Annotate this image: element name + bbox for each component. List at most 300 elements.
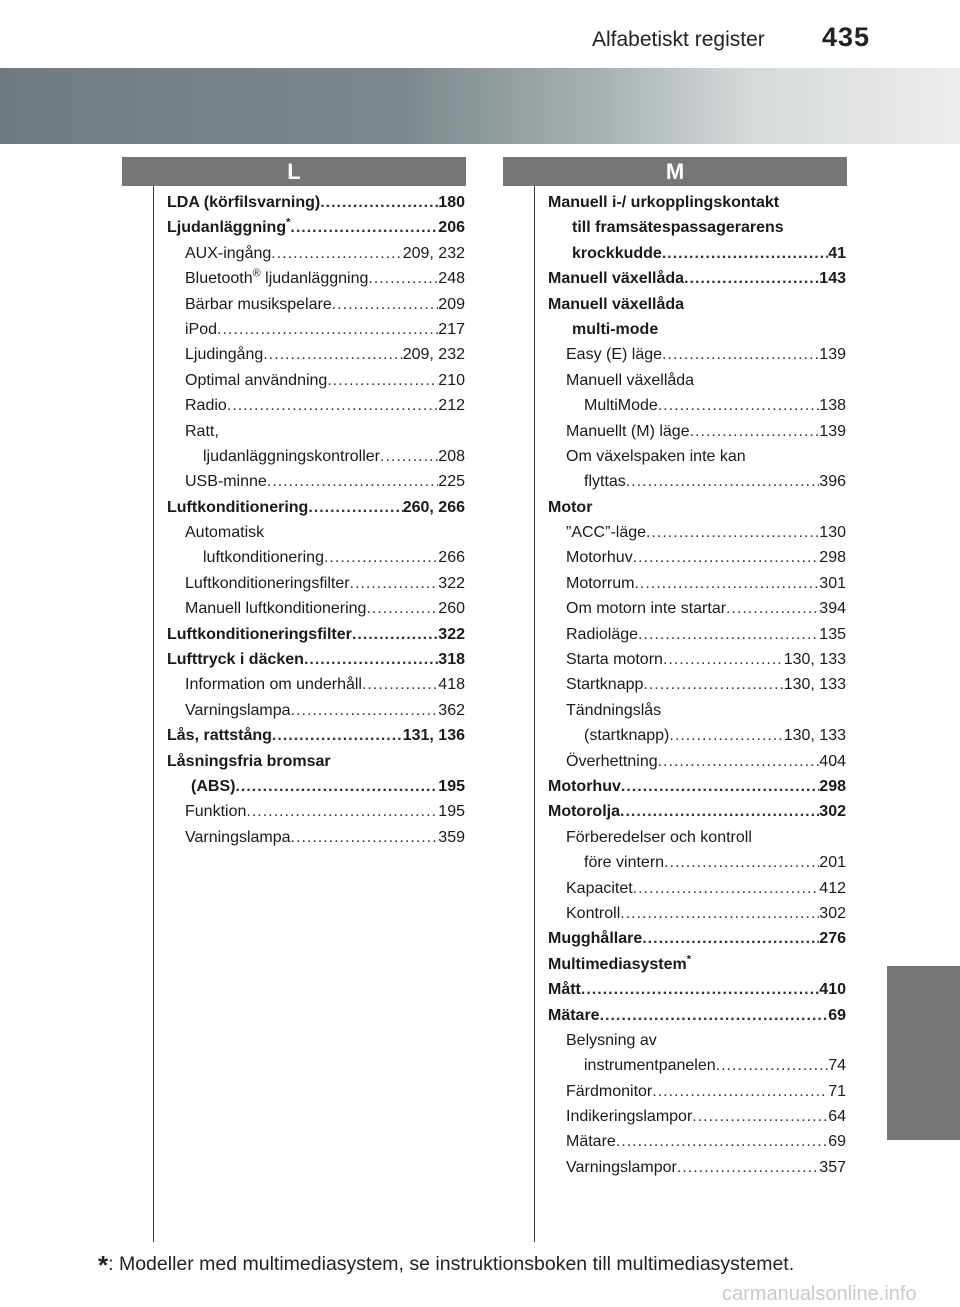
index-term [185,799,246,824]
index-term-text: Belysning av [566,1031,657,1049]
index-entry [548,520,846,545]
index-page-ref: 139 [819,346,846,364]
dot-leader [291,698,439,723]
index-term-text: ljudanläggningskontroller [203,447,381,465]
index-entry [548,368,846,393]
dot-leader [291,825,439,850]
index-term-text: Mått [548,981,581,999]
index-page-ref: 130, 133 [783,651,846,669]
index-term-text: luftkonditionering [203,549,324,567]
index-term-text: Färdmonitor [566,1082,653,1100]
dot-leader [324,545,438,570]
index-entry [167,647,465,672]
column-heading-l: L [122,157,466,186]
index-entry [548,1155,846,1180]
dot-leader [350,571,439,596]
index-entry [167,419,465,444]
index-term [185,368,327,393]
index-term [584,850,664,875]
index-term [185,520,264,545]
index-entry [548,901,846,926]
index-page-ref: 318 [438,651,465,669]
index-term [548,799,620,824]
index-page-ref: 322 [438,574,465,592]
dot-leader [690,419,820,444]
index-page-ref: 302 [819,803,846,821]
index-entry [167,596,465,621]
index-term-text: Låsningsfria bromsar [167,752,331,770]
index-term-text: Kontroll [566,904,621,922]
index-term [203,545,324,570]
index-entry [548,977,846,1002]
index-term [548,952,691,977]
dot-leader [581,977,819,1002]
index-term [566,596,726,621]
index-term [566,622,638,647]
section-title: Alfabetiskt register [592,28,765,51]
index-term-text: Lufttryck i däcken [167,651,304,669]
index-page-ref: 217 [438,320,465,338]
index-page-ref: 69 [828,1006,846,1024]
index-term [167,215,290,240]
dot-leader [620,901,819,926]
index-term-text: Mätare [548,1006,600,1024]
index-term [566,571,634,596]
index-entry [167,215,465,240]
index-term-text: Information om underhåll [185,676,362,694]
index-term-text: Ljudanläggning [167,219,287,237]
dot-leader [320,190,438,215]
index-entry [548,1104,846,1129]
dot-leader [634,571,819,596]
index-column-m [548,190,846,1180]
index-term-text: Ljudingång [185,346,264,364]
index-term [191,774,235,799]
dot-leader [332,292,439,317]
index-entry [167,495,465,520]
index-term-text: Manuell växellåda [548,295,685,313]
index-term [185,393,227,418]
index-page-ref: 248 [438,270,465,288]
index-term [185,292,332,317]
index-entry [167,622,465,647]
index-term-text: Tändningslås [566,701,662,719]
index-term [566,342,662,367]
index-entry [167,469,465,494]
dot-leader [684,266,819,291]
index-term-text: Lås, rattstång [167,727,272,745]
index-term [566,1104,692,1129]
index-page-ref: 357 [819,1158,846,1176]
index-entry [548,723,846,748]
index-page-ref: 130, 133 [783,676,846,694]
index-page-ref: 362 [438,701,465,719]
index-entry [167,571,465,596]
index-entry [167,190,465,215]
index-term [185,698,291,723]
dot-leader [366,596,438,621]
index-page-ref: 212 [438,397,465,415]
index-page-ref: 135 [819,625,846,643]
index-term [566,647,663,672]
index-term-text: Luftkonditioneringsfilter [167,625,352,643]
index-entry [167,799,465,824]
index-entry [548,1053,846,1078]
index-page-ref: 139 [819,422,846,440]
index-term [185,571,350,596]
dot-leader [633,545,820,570]
index-term [185,317,217,342]
index-term-text: (startknapp) [584,727,670,745]
dot-leader [692,1104,828,1129]
index-term [584,723,669,748]
index-term [566,1028,657,1053]
index-entry [548,190,846,215]
index-term-text: Förberedelser och kontroll [566,828,752,846]
index-term-text: Motorhuv [566,549,633,567]
index-page-ref: 74 [828,1057,846,1075]
index-entry [548,292,846,317]
dot-leader [662,241,828,266]
index-page-ref: 412 [819,879,846,897]
index-entry [548,317,846,342]
index-term-superscript: * [286,217,291,230]
footnote-marker: * [98,1250,109,1280]
thumb-tab [887,966,960,1140]
index-term [566,1129,616,1154]
index-entry [548,419,846,444]
index-term-text: Luftkonditionering [167,498,309,516]
index-term [167,190,320,215]
index-entry [167,545,465,570]
dot-leader [267,469,438,494]
dot-leader [271,241,402,266]
index-page-ref: 210 [438,371,465,389]
index-entry [548,799,846,824]
index-page-ref: 298 [819,549,846,567]
dot-leader [235,774,438,799]
index-entry [167,241,465,266]
index-term [584,469,626,494]
index-term-text: Motorhuv [548,777,621,795]
index-entry [548,1079,846,1104]
index-entry [548,672,846,697]
index-term [566,1079,652,1104]
dot-leader [304,647,438,672]
index-entry [548,571,846,596]
index-page-ref: 410 [819,981,846,999]
index-term [566,901,620,926]
index-page-ref: 208 [438,447,465,465]
index-term-text: Manuell växellåda [566,371,695,389]
dot-leader [658,393,819,418]
dot-leader [616,1129,828,1154]
index-entry [548,825,846,850]
index-entry [167,723,465,748]
index-term [548,266,684,291]
dot-leader [362,672,438,697]
index-entry [548,749,846,774]
index-term-text: Indikeringslampor [566,1108,693,1126]
watermark: carmanualsonline.info [722,1283,917,1305]
index-page-ref: 130 [819,524,846,542]
index-page-ref: 195 [438,803,465,821]
index-term-text: iPod [185,320,218,338]
index-page-ref: 206 [438,219,465,237]
index-entry [548,876,846,901]
index-term-text: Easy (E) läge [566,346,663,364]
index-entry [167,393,465,418]
column-rule-right [534,186,535,1242]
index-term-text: Manuell i-/ urkopplingskontakt [548,194,780,211]
index-page-ref: 209 [438,295,465,313]
index-term-text: Luftkonditioneringsfilter [185,574,350,592]
index-term-text: AUX-ingång [185,244,272,262]
index-page-ref: 404 [819,752,846,770]
dot-leader [227,393,438,418]
index-entry [548,596,846,621]
index-term-text: Motorrum [566,574,635,592]
index-page-ref: 359 [438,828,465,846]
index-page-ref: 69 [828,1133,846,1151]
index-term-text: före vintern [584,854,665,872]
index-page-ref: 302 [819,904,846,922]
index-entry [548,241,846,266]
dot-leader [600,1003,829,1028]
index-term-text: Motorolja [548,803,620,821]
index-term-text: LDA (körfilsvarning) [167,194,321,211]
index-term-text: Överhettning [566,752,658,770]
index-term [548,495,592,520]
dot-leader [677,1155,819,1180]
index-term-text: Manuellt (M) läge [566,422,690,440]
index-entry [167,292,465,317]
dot-leader [642,926,819,951]
dot-leader [658,749,820,774]
index-term-text: Kapacitet [566,879,633,897]
dot-leader [620,799,819,824]
index-term [185,419,219,444]
index-term-text: Motor [548,498,593,516]
index-term [566,1155,677,1180]
index-term-text: (ABS) [191,777,236,795]
index-entry [167,520,465,545]
dot-leader [272,723,403,748]
index-term [566,825,752,850]
index-page-ref: 260 [438,600,465,618]
index-entry [167,368,465,393]
index-entry [548,1003,846,1028]
index-entry [548,1028,846,1053]
index-term [185,596,366,621]
index-term [548,926,642,951]
index-page-ref: 394 [819,600,846,618]
index-entry [548,444,846,469]
index-entry [167,698,465,723]
dot-leader [626,469,820,494]
index-entry [548,215,846,240]
index-term-text: MultiMode [584,397,658,415]
column-heading-m: M [503,157,847,186]
index-term [185,825,291,850]
index-term-text: Om växelspaken inte kan [566,447,746,465]
index-term-text: ljudanläggning [260,270,369,288]
index-entry [548,1129,846,1154]
index-column-l [167,190,465,850]
index-term [566,520,646,545]
index-term-text: ”ACC”-läge [566,524,647,542]
index-term-text: Bärbar musikspelare [185,295,332,313]
index-term-superscript: * [686,953,691,966]
index-term [185,672,362,697]
dot-leader [726,596,819,621]
index-term [185,342,263,367]
dot-leader [290,215,438,240]
index-term-text: Starta motorn [566,651,663,669]
index-term [548,190,779,215]
index-term [566,749,658,774]
index-entry [167,672,465,697]
dot-leader [368,266,438,291]
index-term-text: krockkudde [572,244,662,262]
index-term [566,672,643,697]
dot-leader [669,723,783,748]
index-term-text: Funktion [185,803,247,821]
dot-leader [308,495,402,520]
index-term-text: flyttas [584,473,626,491]
index-page-ref: 396 [819,473,846,491]
index-term-text: Varningslampor [566,1158,677,1176]
index-page-ref: 209, 232 [402,346,465,364]
index-page-ref: 41 [828,244,846,262]
index-page-ref: 180 [438,194,465,211]
index-term [566,876,633,901]
dot-leader [662,342,819,367]
index-term [572,215,784,240]
index-page-ref: 260, 266 [402,498,465,516]
index-term [548,774,621,799]
index-term [584,1053,716,1078]
index-term [548,1003,600,1028]
index-entry [167,749,465,774]
index-entry [548,774,846,799]
index-page-ref: 209, 232 [402,244,465,262]
index-term-text: till framsätespassagerarens [572,219,784,237]
footnote [98,1250,794,1281]
index-entry [167,774,465,799]
index-term-text: multi-mode [572,320,659,338]
index-term [167,622,352,647]
index-term-text: Startknapp [566,676,644,694]
index-entry [548,926,846,951]
index-term [566,368,694,393]
index-term [167,495,308,520]
index-entry [548,342,846,367]
dot-leader [217,317,438,342]
index-term [185,266,368,291]
page-number: 435 [822,22,871,52]
index-term [167,749,331,774]
dot-leader [246,799,438,824]
dot-leader [621,774,819,799]
dot-leader [633,876,820,901]
index-page-ref: 322 [438,625,465,643]
index-term [185,241,271,266]
dot-leader [643,672,783,697]
index-term-text: USB-minne [185,473,267,491]
index-term [167,723,272,748]
index-term [572,317,658,342]
index-term-text: Multimediasystem [548,955,687,973]
index-page-ref: 195 [438,777,465,795]
index-page-ref: 418 [438,676,465,694]
index-term [167,647,304,672]
header-band [0,68,960,144]
dot-leader [638,622,819,647]
index-term [566,419,690,444]
index-entry [548,622,846,647]
index-term-text: Optimal användning [185,371,328,389]
index-page-ref: 64 [828,1108,846,1126]
index-page-ref: 71 [828,1082,846,1100]
dot-leader [652,1079,828,1104]
index-term-text: Automatisk [185,524,265,542]
index-entry [167,317,465,342]
index-term-text: Manuell luftkonditionering [185,600,367,618]
index-term [566,698,661,723]
index-term [584,393,658,418]
index-term [548,292,684,317]
dot-leader [327,368,438,393]
index-term [572,241,662,266]
dot-leader [646,520,819,545]
index-entry [548,495,846,520]
footnote-text: : Modeller med multimediasystem, se instruktionsboken till multimediasystemet. [108,1253,795,1275]
index-term [203,444,380,469]
index-entry [548,469,846,494]
index-page-ref: 131, 136 [402,727,465,745]
dot-leader [352,622,438,647]
index-page-ref: 225 [438,473,465,491]
index-entry [548,850,846,875]
index-entry [548,647,846,672]
index-term-text: Varningslampa [185,828,291,846]
dot-leader [716,1053,829,1078]
index-page-ref: 266 [438,549,465,567]
index-entry [167,266,465,291]
index-term-text: Om motorn inte startar [566,600,727,618]
index-term-text: Radio [185,397,227,415]
column-rule-left [153,186,154,1242]
index-entry [548,545,846,570]
index-page-ref: 201 [819,854,846,872]
index-term [566,444,746,469]
index-term-text: Ratt, [185,422,219,440]
index-page-ref: 276 [819,930,846,948]
index-entry [548,698,846,723]
index-entry [167,444,465,469]
index-entry [548,952,846,977]
dot-leader [263,342,402,367]
dot-leader [664,850,819,875]
index-entry [548,393,846,418]
index-term-text: Mätare [566,1133,616,1151]
index-page-ref: 298 [819,777,846,795]
index-term [548,977,581,1002]
index-term-superscript: ® [252,267,261,280]
index-page-ref: 138 [819,397,846,415]
index-term-text: Varningslampa [185,701,291,719]
